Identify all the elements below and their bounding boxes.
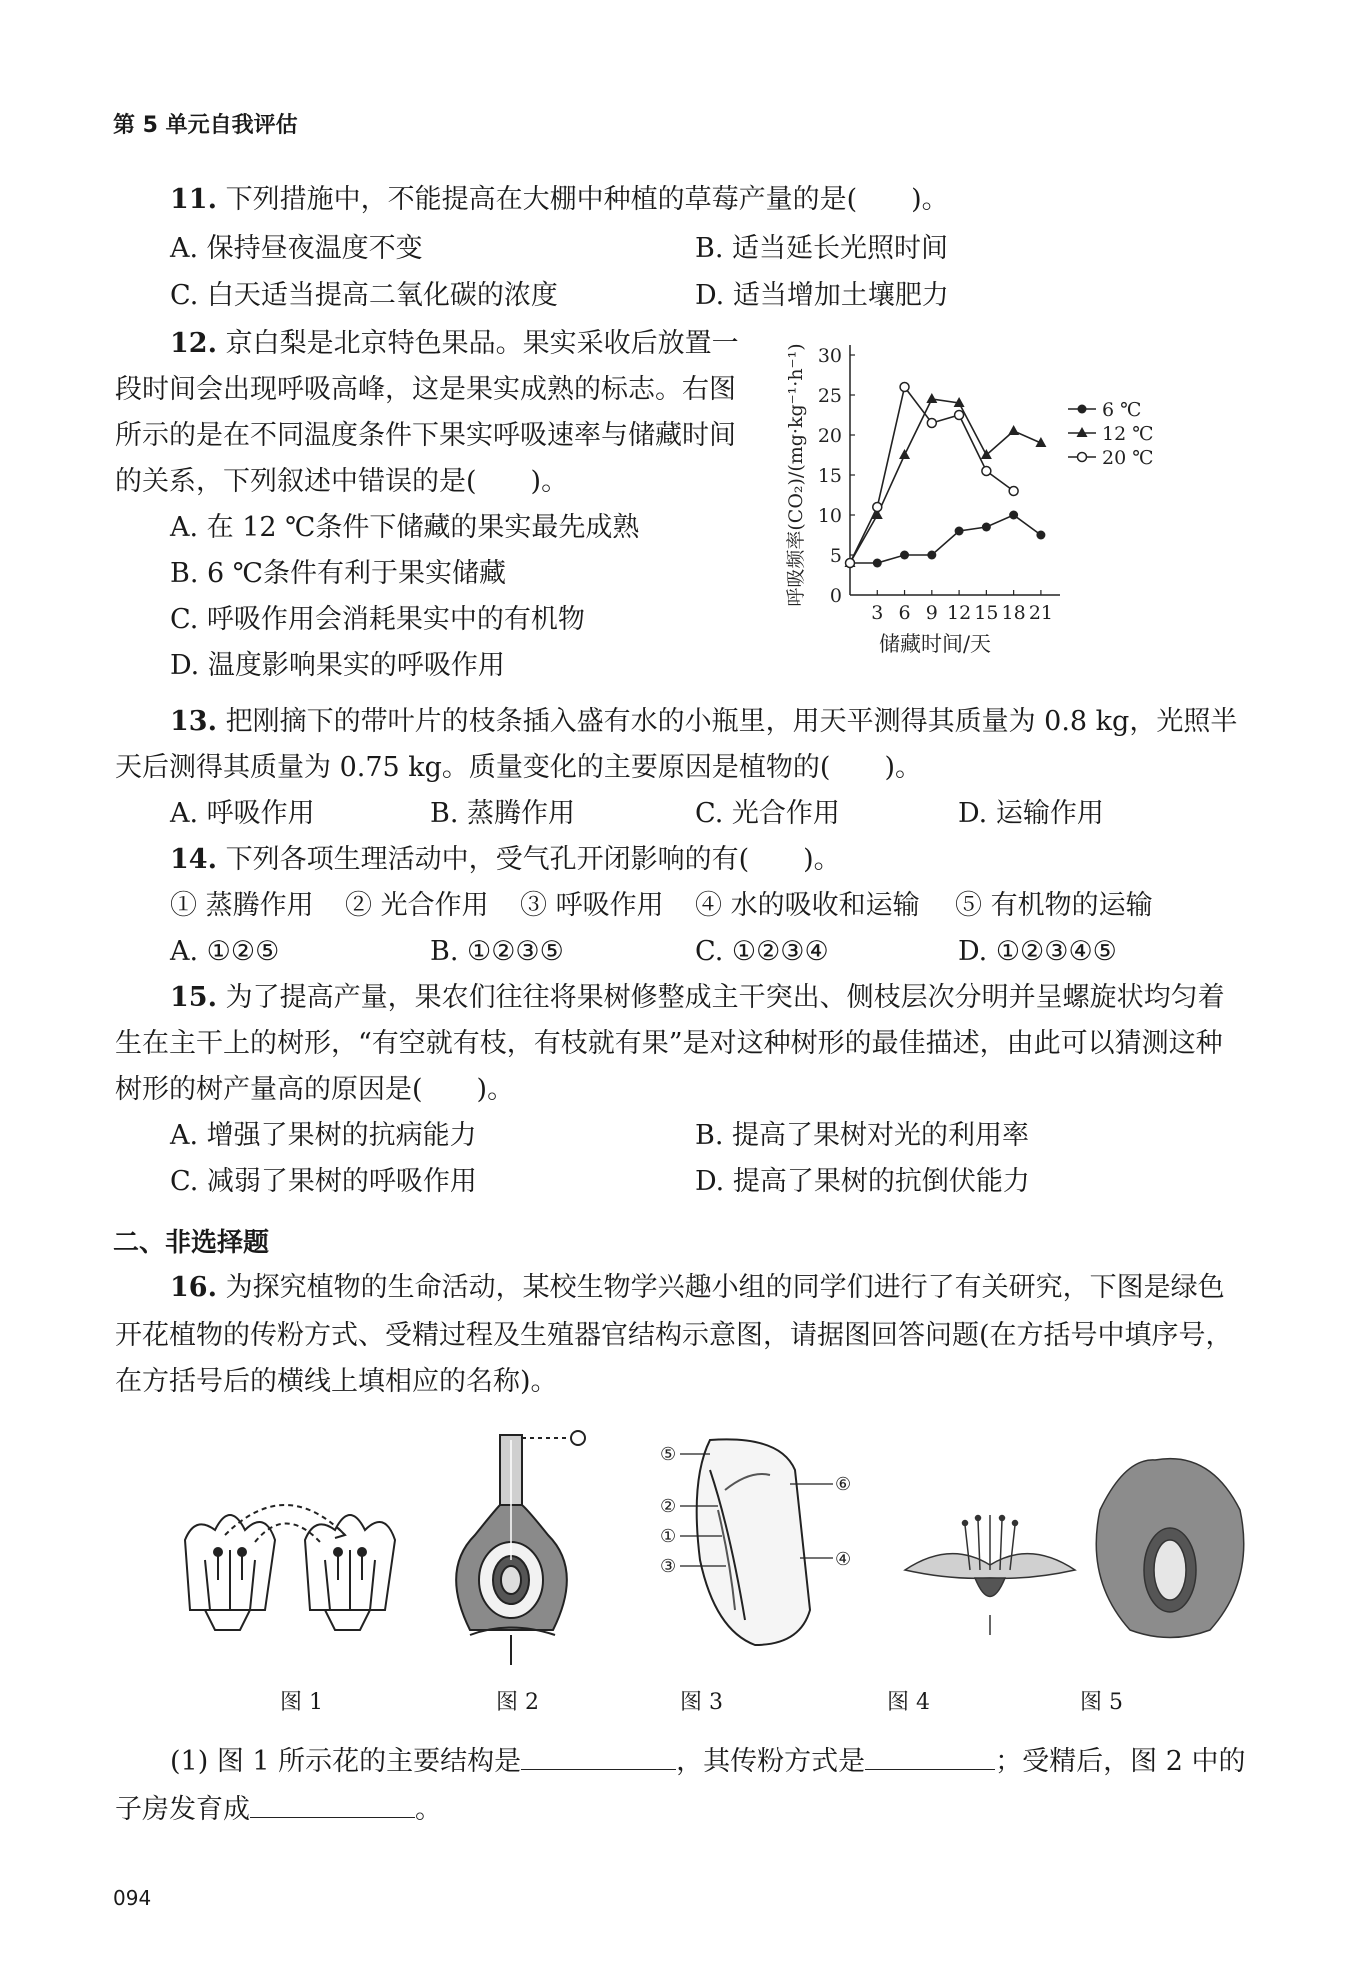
y-tick-label: 10	[817, 505, 842, 527]
question-12-line-2: 段时间会出现呼吸高峰，这是果实成熟的标志。右图	[115, 374, 736, 405]
seed-label-2: ②	[660, 1496, 677, 1517]
option-c: C. ①②③④	[695, 936, 829, 967]
sub-question-text: ；受精后，图 2 中的	[995, 1746, 1246, 1777]
data-point-20c	[873, 503, 882, 512]
data-point-6c	[900, 551, 909, 560]
option-d: D. 运输作用	[958, 798, 1104, 829]
data-point-20c	[846, 559, 855, 568]
series-line-0	[850, 515, 1041, 563]
data-point-6c	[955, 527, 964, 536]
option-b: B. 蒸腾作用	[430, 798, 576, 829]
y-tick-label: 30	[817, 345, 842, 367]
question-15-line-3: 树形的树产量高的原因是( )。	[115, 1074, 515, 1105]
question-text: 下列各项生理活动中，受气孔开闭影响的有( )。	[225, 844, 841, 875]
y-tick-label: 0	[829, 585, 842, 607]
legend-label: 20 ℃	[1102, 447, 1154, 469]
x-tick-label: 15	[974, 602, 999, 624]
option-a: A. 呼吸作用	[170, 798, 315, 829]
legend-marker	[1078, 453, 1087, 462]
unit-title: 第 5 单元自我评估	[113, 113, 298, 138]
data-point-6c	[927, 551, 936, 560]
sub-question-text: 。	[415, 1794, 442, 1825]
option-c: C. 光合作用	[695, 798, 840, 829]
x-tick-label: 9	[925, 602, 938, 624]
option-c: C. 白天适当提高二氧化碳的浓度	[170, 280, 558, 311]
option-b: B. 6 ℃条件有利于果实储藏	[170, 558, 506, 589]
question-number: 11.	[170, 184, 217, 215]
question-12-line-3: 所示的是在不同温度条件下果实呼吸速率与储藏时间	[115, 420, 736, 451]
option-d: D. ①②③④⑤	[958, 936, 1117, 967]
data-point-20c	[1009, 487, 1018, 496]
option-c: C. 减弱了果树的呼吸作用	[170, 1166, 477, 1197]
question-text: 为了提高产量，果农们往往将果树修整成主干突出、侧枝层次分明并呈螺旋状均匀着	[225, 982, 1225, 1013]
data-point-6c	[982, 523, 991, 532]
option-b: B. 提高了果树对光的利用率	[695, 1120, 1030, 1151]
figure-1-caption: 图 1	[280, 1690, 323, 1715]
question-text: 京白梨是北京特色果品。果实采收后放置一	[225, 328, 739, 359]
item-3: ③ 呼吸作用	[520, 890, 664, 921]
y-tick-label: 20	[817, 425, 842, 447]
data-point-12c	[981, 449, 992, 459]
y-tick-label: 5	[829, 545, 842, 567]
x-tick-label: 3	[871, 602, 884, 624]
question-12-line-1	[170, 326, 739, 362]
flower-figures	[170, 1430, 1170, 1670]
answer-blank-pollination[interactable]	[865, 1743, 995, 1770]
question-13-line-2: 天后测得其质量为 0.75 kg。质量变化的主要原因是植物的( )。	[115, 752, 922, 783]
question-13-line-1	[170, 704, 1237, 740]
option-d: D. 温度影响果实的呼吸作用	[170, 650, 505, 681]
answer-blank-ovary[interactable]	[250, 1791, 415, 1818]
y-tick-label: 25	[817, 385, 842, 407]
option-a: A. 在 12 ℃条件下储藏的果实最先成熟	[170, 512, 640, 543]
question-number: 12.	[170, 328, 217, 359]
sub-question-text: 子房发育成	[115, 1794, 250, 1825]
figure-4-caption: 图 4	[887, 1690, 930, 1715]
seed-label-5: ⑤	[660, 1444, 677, 1465]
legend-label: 12 ℃	[1102, 423, 1154, 445]
figure-3-caption: 图 3	[680, 1690, 723, 1715]
item-1: ① 蒸腾作用	[170, 890, 314, 921]
sub-question-1-line-1	[170, 1743, 1246, 1780]
x-tick-label: 18	[1001, 602, 1026, 624]
seed-label-1: ①	[660, 1526, 677, 1547]
question-text: 下列措施中，不能提高在大棚中种植的草莓产量的是( )。	[225, 184, 949, 215]
data-point-12c	[899, 449, 910, 459]
figure-4-flower	[905, 1515, 1075, 1635]
item-2: ② 光合作用	[345, 890, 489, 921]
legend-marker	[1077, 427, 1088, 437]
series-line-1	[850, 399, 1041, 563]
question-number: 13.	[170, 706, 217, 737]
data-point-20c	[927, 419, 936, 428]
y-axis-label: 呼吸频率(CO₂)/(mg·kg⁻¹·h⁻¹)	[785, 343, 807, 607]
option-a: A. 保持昼夜温度不变	[170, 233, 423, 264]
figure-2-caption: 图 2	[496, 1690, 539, 1715]
option-a: A. ①②⑤	[170, 936, 280, 967]
question-number: 14.	[170, 844, 217, 875]
figure-5-caption: 图 5	[1080, 1690, 1123, 1715]
item-4: ④ 水的吸收和运输	[695, 890, 920, 921]
option-d: D. 适当增加土壤肥力	[695, 280, 949, 311]
data-point-6c	[1036, 531, 1045, 540]
x-tick-label: 12	[946, 602, 972, 624]
figure-5-fruit	[1096, 1459, 1244, 1638]
legend-label: 6 ℃	[1102, 399, 1142, 421]
answer-blank-main-structure[interactable]	[521, 1743, 676, 1770]
option-b: B. 适当延长光照时间	[695, 233, 949, 264]
option-a: A. 增强了果树的抗病能力	[170, 1120, 477, 1151]
figure-2-pistil	[456, 1431, 585, 1665]
data-point-20c	[982, 467, 991, 476]
question-16-line-1	[170, 1270, 1225, 1306]
question-16-line-3: 在方括号后的横线上填相应的名称)。	[115, 1366, 558, 1397]
question-text: 为探究植物的生命活动，某校生物学兴趣小组的同学们进行了有关研究，下图是绿色	[225, 1272, 1225, 1303]
sub-question-1-line-2	[115, 1791, 442, 1828]
question-15-line-1	[170, 980, 1225, 1016]
figure-3-seed	[660, 1439, 851, 1645]
x-tick-label: 21	[1028, 602, 1054, 624]
sub-question-text: (1) 图 1 所示花的主要结构是	[170, 1746, 522, 1777]
question-15-line-2: 生在主干上的树形，“有空就有枝，有枝就有果”是对这种树形的最佳描述，由此可以猜测这种	[115, 1028, 1223, 1059]
question-text: 把刚摘下的带叶片的枝条插入盛有水的小瓶里，用天平测得其质量为 0.8 kg，光照半	[225, 706, 1238, 737]
data-point-12c	[1008, 425, 1019, 435]
data-point-6c	[873, 559, 882, 568]
option-c: C. 呼吸作用会消耗果实中的有机物	[170, 604, 585, 635]
data-point-20c	[900, 383, 909, 392]
question-11-stem	[170, 182, 949, 218]
option-b: B. ①②③⑤	[430, 936, 564, 967]
option-d: D. 提高了果树的抗倒伏能力	[695, 1166, 1030, 1197]
legend-marker	[1078, 405, 1087, 414]
seed-label-6: ⑥	[835, 1474, 852, 1495]
section-title: 二、非选择题	[113, 1228, 270, 1258]
x-tick-label: 6	[898, 602, 911, 624]
question-number: 15.	[170, 982, 217, 1013]
question-16-line-2: 开花植物的传粉方式、受精过程及生殖器官结构示意图，请据图回答问题(在方括号中填序号，	[115, 1320, 1233, 1351]
data-point-6c	[1009, 511, 1018, 520]
question-14-stem	[170, 842, 841, 878]
figure-1-flowers	[185, 1505, 395, 1630]
data-point-12c	[926, 393, 937, 403]
question-12-line-4: 的关系，下列叙述中错误的是( )。	[115, 466, 569, 497]
item-5: ⑤ 有机物的运输	[955, 890, 1153, 921]
sub-question-text: ，其传粉方式是	[676, 1746, 866, 1777]
y-tick-label: 15	[817, 465, 842, 487]
seed-label-4: ④	[835, 1549, 852, 1570]
respiration-rate-chart	[770, 325, 1154, 660]
data-point-20c	[955, 411, 964, 420]
seed-label-3: ③	[660, 1556, 677, 1577]
x-axis-label: 储藏时间/天	[878, 632, 992, 656]
page-number: 094	[113, 1886, 152, 1910]
question-number: 16.	[170, 1272, 217, 1303]
